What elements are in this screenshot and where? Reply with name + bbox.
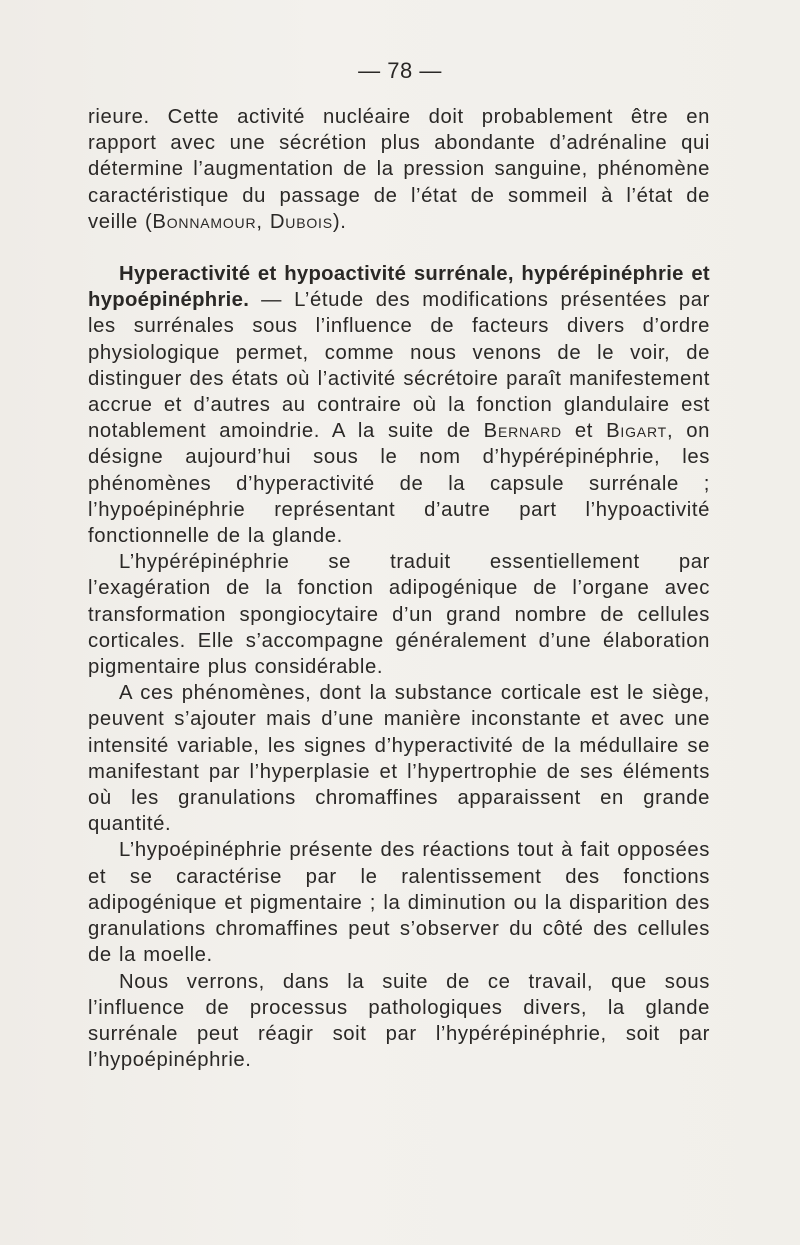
author-dubois: Dubois <box>269 210 333 233</box>
paragraph-5: L’hypoépinéphrie présente des réactions tout à fait opposées et se caractérise par le ralentissement des fonctions adipogénique et pigmentaire ; la diminution ou la disparition des granulations chromaffines peut s’observer du côté des cellules de la moelle. <box>88 839 710 967</box>
paragraph-1-text: rieure. Cette activité nucléaire doit probablement être en rapport avec une sécrétion plus abondante d’adrénaline qui détermine l’augmentation de la pression sanguine, phénomène caractéristique du passage de l’état de sommeil à l’état de veille ( <box>88 106 710 233</box>
page-number: — 78 — <box>358 58 442 83</box>
paragraph-6: Nous verrons, dans la suite de ce travail, que sous l’influence de processus pathologiques divers, la glande surrénale peut réagir soit par l’hypérépinéphrie, soit par l’hypoépinéphrie. <box>88 970 710 1072</box>
section-heading: Hyperactivité et hypoactivité surrénale, hypérépinéphrie et hypoépinéphrie. <box>88 263 710 312</box>
paragraph-2-text-b: , on désigne aujourd’hui sous le nom d’hypérépinéphrie, les phénomènes d’hyperactivité de la capsule surrénale ; l’hypoépinéphrie représentant d’autre part l’hypoactivité fonctionnelle de la glande. <box>88 420 710 548</box>
author-separator: , <box>256 210 270 233</box>
body-text <box>88 104 710 1073</box>
author-bigart: Bigart <box>606 420 667 443</box>
paragraph-2-text-a: — L’étude des modifications présentées par les surrénales sous l’influence de facteurs divers d’ordre physiologique permet, comme nous venons de le voir, de distinguer des états où l’activité sécrétoire paraît manifestement accrue et d’autres au contraire où la fonction glandulaire est notablement amoindrie. A la suite de <box>88 289 710 443</box>
author-bonnamour: Bonnamour <box>152 210 257 233</box>
paragraph-4: A ces phénomènes, dont la substance corticale est le siège, peuvent s’ajouter mais d’une manière inconstante et avec une intensité variable, les signes d’hyperactivité de la médullaire se manifestant par l’hyperplasie et l’hypertrophie de ses éléments où les granulations chromaffines apparaissent en grande quantité. <box>88 682 710 836</box>
section-paragraph <box>88 261 710 549</box>
author-and: et <box>561 420 607 443</box>
paragraph-1-end: ). <box>332 210 347 233</box>
paragraph-1 <box>88 104 710 235</box>
paragraph-3: L’hypérépinéphrie se traduit essentiellement par l’exagération de la fonction adipogénique de l’organe avec transformation spongiocytaire d’un grand nombre de cellules corticales. Elle s’accompagne généralement d’une élaboration pigmentaire plus considérable. <box>88 551 710 679</box>
author-bernard: Bernard <box>483 420 562 443</box>
